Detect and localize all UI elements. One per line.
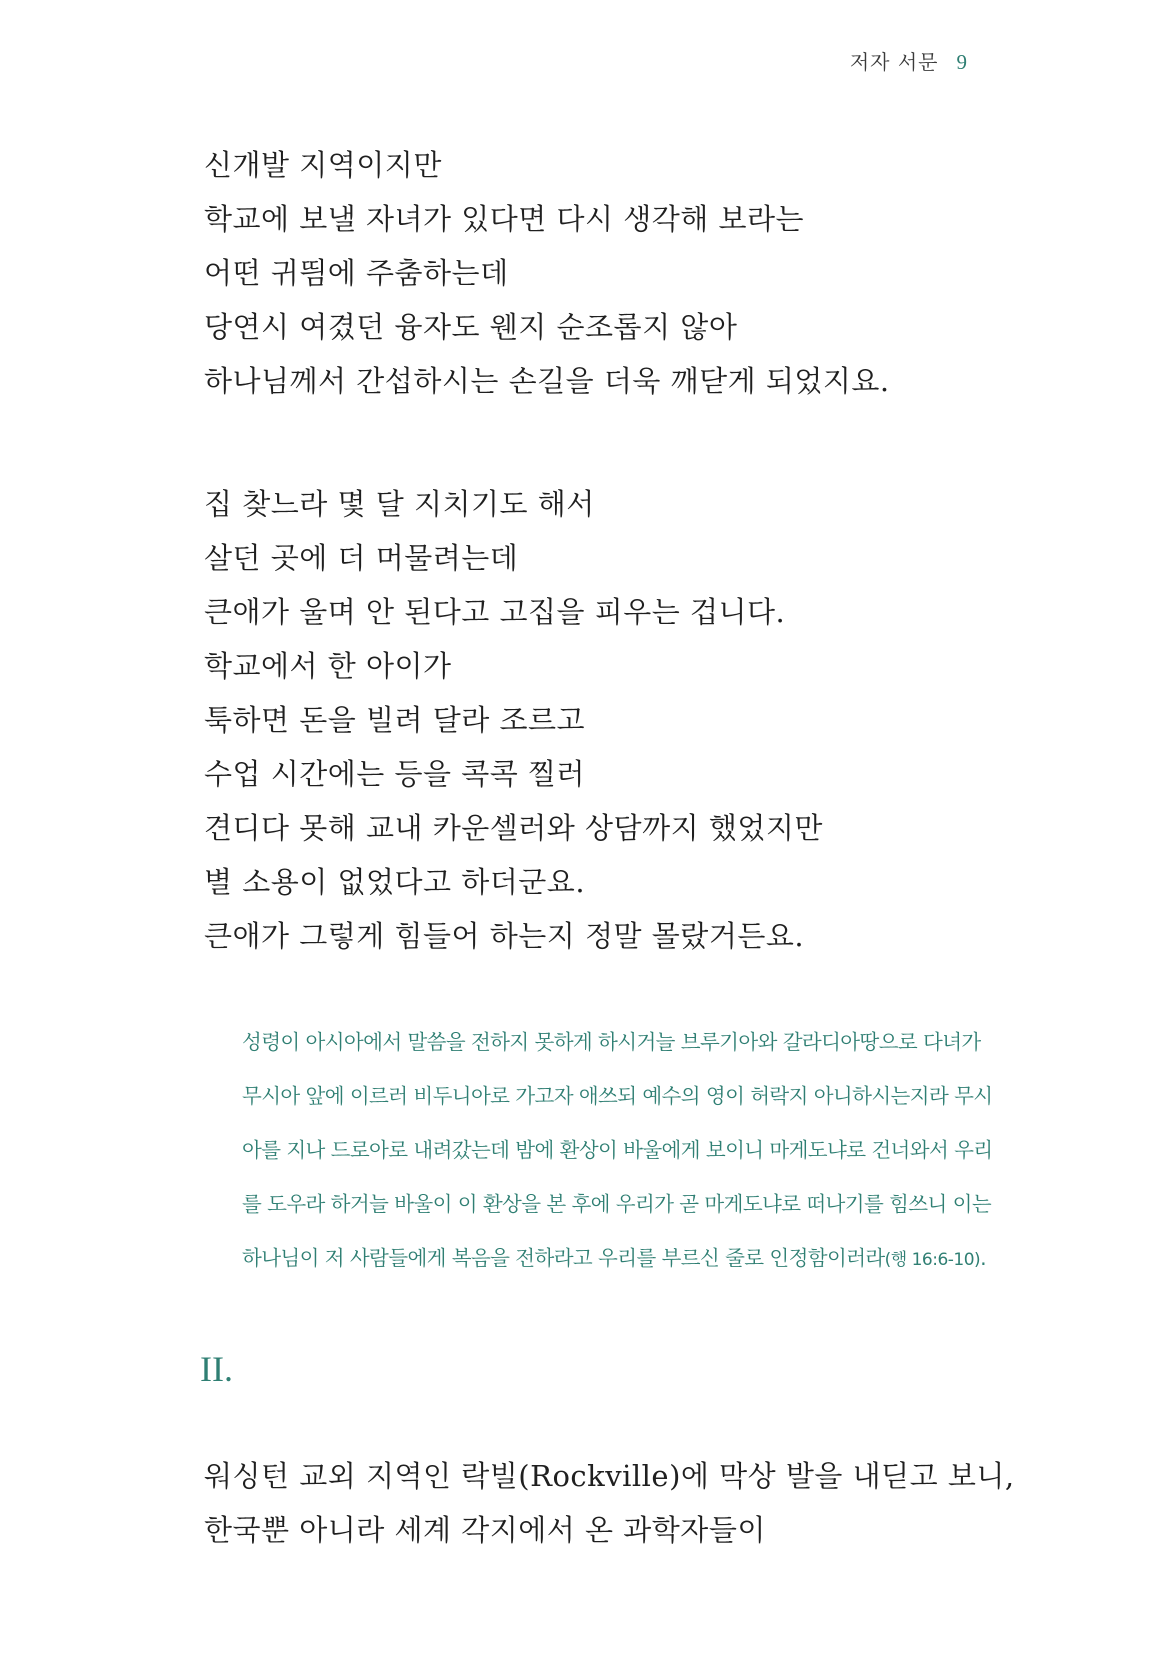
section-title: 저자 서문: [849, 50, 939, 74]
text-line: 학교에서 한 아이가: [204, 649, 452, 683]
text-line: 살던 곳에 더 머물려는데: [204, 541, 519, 575]
text-line: 당연시 여겼던 융자도 웬지 순조롭지 않아: [204, 310, 738, 344]
text-line: 큰애가 울며 안 된다고 고집을 피우는 겁니다.: [204, 595, 786, 629]
scripture-line: 하나님이 저 사람들에게 복음을 전하라고 우리를 부르신 줄로 인정함이러라: [242, 1246, 885, 1270]
page-number: 9: [956, 50, 968, 74]
scripture-last-line: [242, 1231, 1028, 1285]
scripture-line: 무시아 앞에 이르러 비두니아로 가고자 애쓰되 예수의 영이 허락지 아니하시는지라 무시: [242, 1084, 993, 1108]
text-line: 큰애가 그렇게 힘들어 하는지 정말 몰랐거든요.: [204, 919, 805, 953]
scripture-reference: (행 16:6-10): [884, 1250, 981, 1270]
text-line: 별 소용이 없었다고 하더군요.: [204, 865, 586, 899]
scripture-quote: [242, 1015, 1028, 1285]
text-line: 한국뿐 아니라 세계 각지에서 온 과학자들이: [204, 1513, 766, 1547]
scripture-end-mark: .: [980, 1246, 987, 1270]
paragraph-3: [204, 1449, 1015, 1557]
scripture-line: 아를 지나 드로아로 내려갔는데 밤에 환상이 바울에게 보이니 마게도냐로 건너와서 우리: [242, 1138, 993, 1162]
text-line: 견디다 못해 교내 카운셀러와 상담까지 했었지만: [204, 811, 823, 845]
text-line: 학교에 보낼 자녀가 있다면 다시 생각해 보라는: [204, 202, 805, 236]
paragraph-2: [204, 477, 823, 963]
section-heading: II.: [200, 1349, 233, 1389]
scripture-line: 성령이 아시아에서 말씀을 전하지 못하게 하시거늘 브루기아와 갈라디아땅으로 다녀가: [242, 1030, 981, 1054]
text-line: 집 찾느라 몇 달 지치기도 해서: [204, 487, 595, 521]
text-line: 어떤 귀띔에 주춤하는데: [204, 256, 509, 290]
text-line: 수업 시간에는 등을 콕콕 찔러: [204, 757, 586, 791]
text-line: 하나님께서 간섭하시는 손길을 더욱 깨닫게 되었지요.: [204, 364, 890, 398]
running-header: [850, 46, 968, 75]
text-line: 워싱턴 교외 지역인 락빌(Rockville)에 막상 발을 내딛고 보니,: [204, 1459, 1015, 1493]
text-line: 툭하면 돈을 빌려 달라 조르고: [204, 703, 586, 737]
paragraph-1: [204, 138, 890, 408]
text-line: 신개발 지역이지만: [204, 148, 442, 182]
scripture-line: 를 도우라 하거늘 바울이 이 환상을 본 후에 우리가 곧 마게도냐로 떠나기를 힘쓰니 이는: [242, 1192, 992, 1216]
